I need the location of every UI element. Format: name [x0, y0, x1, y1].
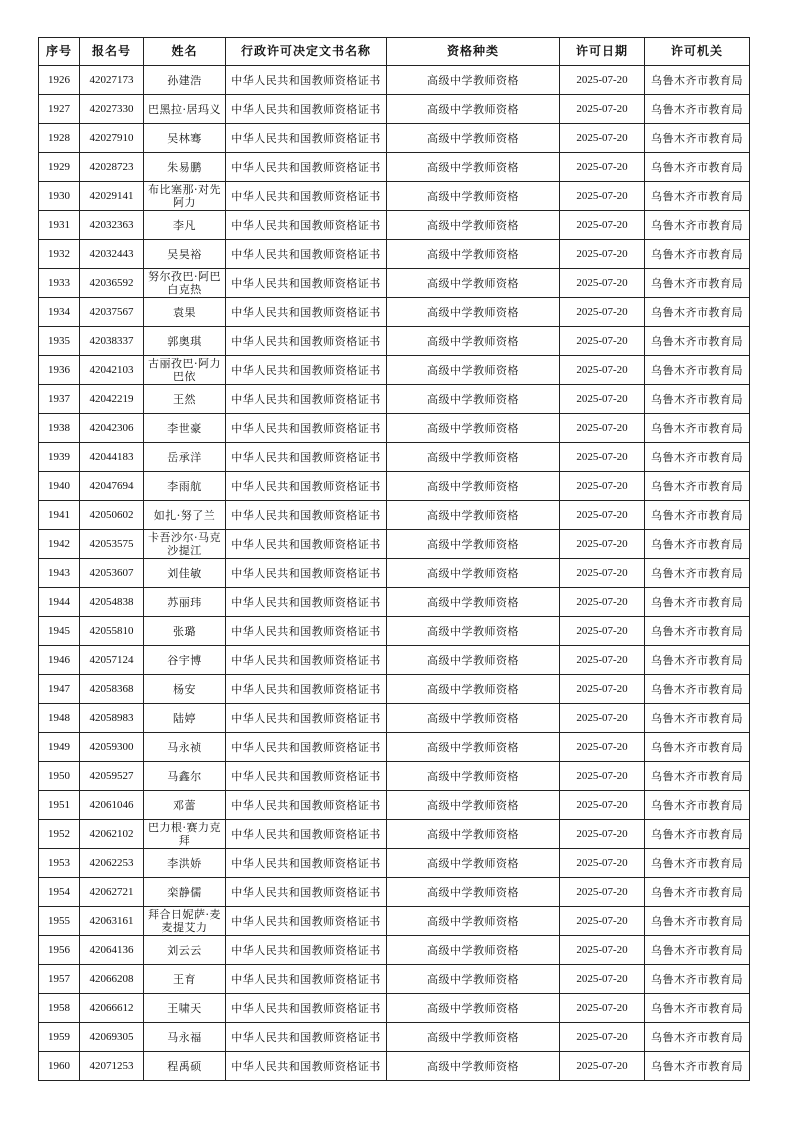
cell-license-date: 2025-07-20 — [560, 385, 645, 414]
cell-licensing-authority: 乌鲁木齐市教育局 — [645, 95, 750, 124]
cell-qualification-type: 高级中学教师资格 — [387, 269, 560, 298]
cell-registration-number: 42059300 — [80, 733, 144, 762]
cell-licensing-authority: 乌鲁木齐市教育局 — [645, 356, 750, 385]
cell-license-date: 2025-07-20 — [560, 617, 645, 646]
table-row — [39, 559, 750, 588]
cell-name: 马鑫尔 — [144, 762, 226, 791]
cell-name: 杨安 — [144, 675, 226, 704]
cell-license-date: 2025-07-20 — [560, 530, 645, 559]
header-serial: 序号 — [39, 38, 80, 66]
cell-name: 吴林骞 — [144, 124, 226, 153]
cell-name: 王育 — [144, 965, 226, 994]
cell-document-name: 中华人民共和国教师资格证书 — [226, 472, 387, 501]
cell-licensing-authority: 乌鲁木齐市教育局 — [645, 211, 750, 240]
cell-name: 马永福 — [144, 1023, 226, 1052]
cell-name: 巴力根·赛力克拜 — [144, 820, 226, 849]
cell-serial: 1936 — [39, 356, 80, 385]
cell-qualification-type: 高级中学教师资格 — [387, 66, 560, 95]
cell-serial: 1957 — [39, 965, 80, 994]
cell-qualification-type: 高级中学教师资格 — [387, 907, 560, 936]
cell-qualification-type: 高级中学教师资格 — [387, 849, 560, 878]
cell-registration-number: 42058368 — [80, 675, 144, 704]
cell-license-date: 2025-07-20 — [560, 356, 645, 385]
cell-registration-number: 42062253 — [80, 849, 144, 878]
cell-name: 李凡 — [144, 211, 226, 240]
cell-registration-number: 42044183 — [80, 443, 144, 472]
header-licensing-authority: 许可机关 — [645, 38, 750, 66]
cell-document-name: 中华人民共和国教师资格证书 — [226, 95, 387, 124]
cell-license-date: 2025-07-20 — [560, 472, 645, 501]
cell-license-date: 2025-07-20 — [560, 501, 645, 530]
cell-licensing-authority: 乌鲁木齐市教育局 — [645, 327, 750, 356]
cell-license-date: 2025-07-20 — [560, 269, 645, 298]
cell-registration-number: 42029141 — [80, 182, 144, 211]
cell-serial: 1942 — [39, 530, 80, 559]
cell-name: 巴黑拉·居玛义 — [144, 95, 226, 124]
cell-registration-number: 42057124 — [80, 646, 144, 675]
cell-license-date: 2025-07-20 — [560, 907, 645, 936]
cell-name: 布比塞那·对先阿力 — [144, 182, 226, 211]
cell-license-date: 2025-07-20 — [560, 762, 645, 791]
cell-document-name: 中华人民共和国教师资格证书 — [226, 501, 387, 530]
cell-name: 陆婷 — [144, 704, 226, 733]
table-row — [39, 124, 750, 153]
cell-qualification-type: 高级中学教师资格 — [387, 472, 560, 501]
cell-licensing-authority: 乌鲁木齐市教育局 — [645, 588, 750, 617]
cell-serial: 1952 — [39, 820, 80, 849]
cell-licensing-authority: 乌鲁木齐市教育局 — [645, 1052, 750, 1081]
cell-licensing-authority: 乌鲁木齐市教育局 — [645, 1023, 750, 1052]
cell-registration-number: 42042219 — [80, 385, 144, 414]
table-row — [39, 501, 750, 530]
cell-registration-number: 42027910 — [80, 124, 144, 153]
table-row — [39, 385, 750, 414]
cell-document-name: 中华人民共和国教师资格证书 — [226, 907, 387, 936]
cell-license-date: 2025-07-20 — [560, 211, 645, 240]
cell-document-name: 中华人民共和国教师资格证书 — [226, 762, 387, 791]
cell-document-name: 中华人民共和国教师资格证书 — [226, 66, 387, 95]
cell-serial: 1929 — [39, 153, 80, 182]
cell-serial: 1950 — [39, 762, 80, 791]
cell-registration-number: 42037567 — [80, 298, 144, 327]
cell-name: 王啸天 — [144, 994, 226, 1023]
cell-registration-number: 42028723 — [80, 153, 144, 182]
table-header — [39, 38, 750, 66]
cell-document-name: 中华人民共和国教师资格证书 — [226, 965, 387, 994]
cell-serial: 1960 — [39, 1052, 80, 1081]
table-row — [39, 95, 750, 124]
cell-licensing-authority: 乌鲁木齐市教育局 — [645, 443, 750, 472]
cell-licensing-authority: 乌鲁木齐市教育局 — [645, 936, 750, 965]
cell-serial: 1930 — [39, 182, 80, 211]
cell-licensing-authority: 乌鲁木齐市教育局 — [645, 153, 750, 182]
cell-document-name: 中华人民共和国教师资格证书 — [226, 1052, 387, 1081]
cell-serial: 1931 — [39, 211, 80, 240]
cell-registration-number: 42032443 — [80, 240, 144, 269]
header-license-date: 许可日期 — [560, 38, 645, 66]
cell-licensing-authority: 乌鲁木齐市教育局 — [645, 994, 750, 1023]
table-row — [39, 240, 750, 269]
cell-name: 栾静儒 — [144, 878, 226, 907]
cell-serial: 1959 — [39, 1023, 80, 1052]
cell-document-name: 中华人民共和国教师资格证书 — [226, 356, 387, 385]
cell-qualification-type: 高级中学教师资格 — [387, 182, 560, 211]
cell-qualification-type: 高级中学教师资格 — [387, 124, 560, 153]
cell-license-date: 2025-07-20 — [560, 182, 645, 211]
table-row — [39, 704, 750, 733]
cell-serial: 1939 — [39, 443, 80, 472]
cell-document-name: 中华人民共和国教师资格证书 — [226, 791, 387, 820]
cell-serial: 1946 — [39, 646, 80, 675]
cell-licensing-authority: 乌鲁木齐市教育局 — [645, 414, 750, 443]
cell-qualification-type: 高级中学教师资格 — [387, 994, 560, 1023]
cell-licensing-authority: 乌鲁木齐市教育局 — [645, 878, 750, 907]
table-row — [39, 153, 750, 182]
table-row — [39, 617, 750, 646]
table-row — [39, 791, 750, 820]
cell-license-date: 2025-07-20 — [560, 878, 645, 907]
cell-name: 李雨航 — [144, 472, 226, 501]
cell-qualification-type: 高级中学教师资格 — [387, 414, 560, 443]
cell-license-date: 2025-07-20 — [560, 1023, 645, 1052]
cell-registration-number: 42059527 — [80, 762, 144, 791]
table-row — [39, 965, 750, 994]
cell-serial: 1954 — [39, 878, 80, 907]
table-row — [39, 1052, 750, 1081]
table-row — [39, 530, 750, 559]
cell-licensing-authority: 乌鲁木齐市教育局 — [645, 849, 750, 878]
cell-qualification-type: 高级中学教师资格 — [387, 298, 560, 327]
cell-registration-number: 42064136 — [80, 936, 144, 965]
cell-license-date: 2025-07-20 — [560, 153, 645, 182]
cell-registration-number: 42062102 — [80, 820, 144, 849]
cell-license-date: 2025-07-20 — [560, 443, 645, 472]
cell-document-name: 中华人民共和国教师资格证书 — [226, 124, 387, 153]
cell-license-date: 2025-07-20 — [560, 936, 645, 965]
cell-document-name: 中华人民共和国教师资格证书 — [226, 1023, 387, 1052]
table-row — [39, 849, 750, 878]
cell-qualification-type: 高级中学教师资格 — [387, 762, 560, 791]
cell-qualification-type: 高级中学教师资格 — [387, 878, 560, 907]
cell-name: 吴昊裕 — [144, 240, 226, 269]
cell-qualification-type: 高级中学教师资格 — [387, 501, 560, 530]
cell-document-name: 中华人民共和国教师资格证书 — [226, 182, 387, 211]
header-registration-number: 报名号 — [80, 38, 144, 66]
cell-serial: 1947 — [39, 675, 80, 704]
cell-document-name: 中华人民共和国教师资格证书 — [226, 878, 387, 907]
cell-licensing-authority: 乌鲁木齐市教育局 — [645, 385, 750, 414]
cell-name: 程禹硕 — [144, 1052, 226, 1081]
table-row — [39, 472, 750, 501]
cell-licensing-authority: 乌鲁木齐市教育局 — [645, 791, 750, 820]
table-row — [39, 820, 750, 849]
cell-license-date: 2025-07-20 — [560, 994, 645, 1023]
cell-document-name: 中华人民共和国教师资格证书 — [226, 530, 387, 559]
cell-registration-number: 42055810 — [80, 617, 144, 646]
cell-document-name: 中华人民共和国教师资格证书 — [226, 704, 387, 733]
cell-registration-number: 42036592 — [80, 269, 144, 298]
cell-licensing-authority: 乌鲁木齐市教育局 — [645, 675, 750, 704]
header-qualification-type: 资格种类 — [387, 38, 560, 66]
cell-qualification-type: 高级中学教师资格 — [387, 704, 560, 733]
cell-document-name: 中华人民共和国教师资格证书 — [226, 211, 387, 240]
cell-licensing-authority: 乌鲁木齐市教育局 — [645, 733, 750, 762]
cell-registration-number: 42071253 — [80, 1052, 144, 1081]
cell-name: 如扎·努了兰 — [144, 501, 226, 530]
cell-license-date: 2025-07-20 — [560, 414, 645, 443]
table-row — [39, 588, 750, 617]
cell-registration-number: 42032363 — [80, 211, 144, 240]
cell-name: 郭奥琪 — [144, 327, 226, 356]
cell-qualification-type: 高级中学教师资格 — [387, 153, 560, 182]
cell-qualification-type: 高级中学教师资格 — [387, 530, 560, 559]
table-row — [39, 66, 750, 95]
cell-name: 王然 — [144, 385, 226, 414]
header-row — [39, 38, 750, 66]
cell-registration-number: 42061046 — [80, 791, 144, 820]
cell-serial: 1955 — [39, 907, 80, 936]
table-row — [39, 646, 750, 675]
cell-licensing-authority: 乌鲁木齐市教育局 — [645, 820, 750, 849]
cell-document-name: 中华人民共和国教师资格证书 — [226, 298, 387, 327]
cell-licensing-authority: 乌鲁木齐市教育局 — [645, 269, 750, 298]
cell-license-date: 2025-07-20 — [560, 559, 645, 588]
header-name: 姓名 — [144, 38, 226, 66]
table-row — [39, 298, 750, 327]
cell-licensing-authority: 乌鲁木齐市教育局 — [645, 907, 750, 936]
cell-name: 卡吾沙尔·马克沙提江 — [144, 530, 226, 559]
cell-license-date: 2025-07-20 — [560, 1052, 645, 1081]
cell-qualification-type: 高级中学教师资格 — [387, 965, 560, 994]
cell-name: 努尔孜巴·阿巴白克热 — [144, 269, 226, 298]
table-row — [39, 762, 750, 791]
cell-name: 马永祯 — [144, 733, 226, 762]
cell-qualification-type: 高级中学教师资格 — [387, 675, 560, 704]
cell-name: 朱易鹏 — [144, 153, 226, 182]
cell-qualification-type: 高级中学教师资格 — [387, 327, 560, 356]
cell-qualification-type: 高级中学教师资格 — [387, 95, 560, 124]
cell-qualification-type: 高级中学教师资格 — [387, 1052, 560, 1081]
cell-document-name: 中华人民共和国教师资格证书 — [226, 994, 387, 1023]
cell-registration-number: 42042306 — [80, 414, 144, 443]
cell-document-name: 中华人民共和国教师资格证书 — [226, 675, 387, 704]
cell-serial: 1953 — [39, 849, 80, 878]
cell-document-name: 中华人民共和国教师资格证书 — [226, 820, 387, 849]
cell-document-name: 中华人民共和国教师资格证书 — [226, 443, 387, 472]
cell-document-name: 中华人民共和国教师资格证书 — [226, 327, 387, 356]
cell-licensing-authority: 乌鲁木齐市教育局 — [645, 501, 750, 530]
cell-name: 袁果 — [144, 298, 226, 327]
cell-licensing-authority: 乌鲁木齐市教育局 — [645, 530, 750, 559]
table-row — [39, 414, 750, 443]
cell-document-name: 中华人民共和国教师资格证书 — [226, 646, 387, 675]
cell-license-date: 2025-07-20 — [560, 820, 645, 849]
cell-licensing-authority: 乌鲁木齐市教育局 — [645, 182, 750, 211]
cell-serial: 1941 — [39, 501, 80, 530]
cell-registration-number: 42053607 — [80, 559, 144, 588]
cell-registration-number: 42042103 — [80, 356, 144, 385]
cell-licensing-authority: 乌鲁木齐市教育局 — [645, 240, 750, 269]
cell-licensing-authority: 乌鲁木齐市教育局 — [645, 559, 750, 588]
cell-name: 邓蕾 — [144, 791, 226, 820]
cell-license-date: 2025-07-20 — [560, 588, 645, 617]
cell-registration-number: 42038337 — [80, 327, 144, 356]
cell-license-date: 2025-07-20 — [560, 298, 645, 327]
cell-qualification-type: 高级中学教师资格 — [387, 617, 560, 646]
header-document-name: 行政许可决定文书名称 — [226, 38, 387, 66]
table-row — [39, 878, 750, 907]
cell-license-date: 2025-07-20 — [560, 124, 645, 153]
cell-qualification-type: 高级中学教师资格 — [387, 791, 560, 820]
cell-qualification-type: 高级中学教师资格 — [387, 240, 560, 269]
cell-serial: 1945 — [39, 617, 80, 646]
cell-name: 张璐 — [144, 617, 226, 646]
cell-document-name: 中华人民共和国教师资格证书 — [226, 617, 387, 646]
cell-registration-number: 42050602 — [80, 501, 144, 530]
table-row — [39, 327, 750, 356]
table-row — [39, 907, 750, 936]
table-row — [39, 211, 750, 240]
cell-name: 古丽孜巴·阿力巴依 — [144, 356, 226, 385]
table-row — [39, 182, 750, 211]
cell-name: 苏丽玮 — [144, 588, 226, 617]
cell-document-name: 中华人民共和国教师资格证书 — [226, 588, 387, 617]
cell-document-name: 中华人民共和国教师资格证书 — [226, 849, 387, 878]
cell-qualification-type: 高级中学教师资格 — [387, 211, 560, 240]
cell-license-date: 2025-07-20 — [560, 95, 645, 124]
cell-registration-number: 42058983 — [80, 704, 144, 733]
cell-serial: 1938 — [39, 414, 80, 443]
cell-name: 李世豪 — [144, 414, 226, 443]
cell-license-date: 2025-07-20 — [560, 733, 645, 762]
cell-registration-number: 42027173 — [80, 66, 144, 95]
cell-serial: 1935 — [39, 327, 80, 356]
cell-qualification-type: 高级中学教师资格 — [387, 443, 560, 472]
table-row — [39, 936, 750, 965]
cell-registration-number: 42054838 — [80, 588, 144, 617]
cell-license-date: 2025-07-20 — [560, 327, 645, 356]
cell-document-name: 中华人民共和国教师资格证书 — [226, 733, 387, 762]
cell-license-date: 2025-07-20 — [560, 675, 645, 704]
cell-serial: 1928 — [39, 124, 80, 153]
cell-name: 谷宇博 — [144, 646, 226, 675]
table-row — [39, 994, 750, 1023]
cell-qualification-type: 高级中学教师资格 — [387, 385, 560, 414]
table-row — [39, 675, 750, 704]
cell-licensing-authority: 乌鲁木齐市教育局 — [645, 617, 750, 646]
cell-licensing-authority: 乌鲁木齐市教育局 — [645, 762, 750, 791]
cell-document-name: 中华人民共和国教师资格证书 — [226, 153, 387, 182]
cell-serial: 1948 — [39, 704, 80, 733]
cell-registration-number: 42027330 — [80, 95, 144, 124]
cell-serial: 1958 — [39, 994, 80, 1023]
cell-name: 李洪娇 — [144, 849, 226, 878]
cell-licensing-authority: 乌鲁木齐市教育局 — [645, 704, 750, 733]
cell-license-date: 2025-07-20 — [560, 646, 645, 675]
cell-licensing-authority: 乌鲁木齐市教育局 — [645, 646, 750, 675]
cell-serial: 1940 — [39, 472, 80, 501]
cell-serial: 1932 — [39, 240, 80, 269]
cell-qualification-type: 高级中学教师资格 — [387, 820, 560, 849]
cell-license-date: 2025-07-20 — [560, 66, 645, 95]
cell-serial: 1934 — [39, 298, 80, 327]
cell-qualification-type: 高级中学教师资格 — [387, 559, 560, 588]
cell-license-date: 2025-07-20 — [560, 791, 645, 820]
cell-registration-number: 42066208 — [80, 965, 144, 994]
cell-registration-number: 42047694 — [80, 472, 144, 501]
cell-serial: 1926 — [39, 66, 80, 95]
cell-name: 刘云云 — [144, 936, 226, 965]
table-row — [39, 356, 750, 385]
cell-registration-number: 42066612 — [80, 994, 144, 1023]
cell-licensing-authority: 乌鲁木齐市教育局 — [645, 472, 750, 501]
license-table — [38, 37, 750, 1081]
cell-serial: 1949 — [39, 733, 80, 762]
cell-document-name: 中华人民共和国教师资格证书 — [226, 414, 387, 443]
cell-document-name: 中华人民共和国教师资格证书 — [226, 936, 387, 965]
table-body — [39, 66, 750, 1081]
cell-qualification-type: 高级中学教师资格 — [387, 646, 560, 675]
cell-registration-number: 42063161 — [80, 907, 144, 936]
cell-document-name: 中华人民共和国教师资格证书 — [226, 240, 387, 269]
cell-serial: 1951 — [39, 791, 80, 820]
cell-qualification-type: 高级中学教师资格 — [387, 588, 560, 617]
cell-licensing-authority: 乌鲁木齐市教育局 — [645, 66, 750, 95]
cell-registration-number: 42053575 — [80, 530, 144, 559]
cell-registration-number: 42062721 — [80, 878, 144, 907]
table-row — [39, 1023, 750, 1052]
cell-qualification-type: 高级中学教师资格 — [387, 1023, 560, 1052]
cell-serial: 1943 — [39, 559, 80, 588]
cell-qualification-type: 高级中学教师资格 — [387, 936, 560, 965]
cell-document-name: 中华人民共和国教师资格证书 — [226, 269, 387, 298]
cell-registration-number: 42069305 — [80, 1023, 144, 1052]
cell-serial: 1944 — [39, 588, 80, 617]
cell-name: 拜合日妮萨·麦麦提艾力 — [144, 907, 226, 936]
cell-name: 岳承洋 — [144, 443, 226, 472]
table-row — [39, 443, 750, 472]
cell-document-name: 中华人民共和国教师资格证书 — [226, 385, 387, 414]
cell-licensing-authority: 乌鲁木齐市教育局 — [645, 298, 750, 327]
cell-licensing-authority: 乌鲁木齐市教育局 — [645, 124, 750, 153]
cell-license-date: 2025-07-20 — [560, 704, 645, 733]
cell-serial: 1933 — [39, 269, 80, 298]
cell-licensing-authority: 乌鲁木齐市教育局 — [645, 965, 750, 994]
cell-serial: 1956 — [39, 936, 80, 965]
cell-document-name: 中华人民共和国教师资格证书 — [226, 559, 387, 588]
cell-name: 刘佳敏 — [144, 559, 226, 588]
cell-serial: 1927 — [39, 95, 80, 124]
cell-serial: 1937 — [39, 385, 80, 414]
cell-license-date: 2025-07-20 — [560, 965, 645, 994]
cell-name: 孙建浩 — [144, 66, 226, 95]
cell-qualification-type: 高级中学教师资格 — [387, 356, 560, 385]
cell-qualification-type: 高级中学教师资格 — [387, 733, 560, 762]
cell-license-date: 2025-07-20 — [560, 849, 645, 878]
table-row — [39, 733, 750, 762]
document-page — [38, 37, 750, 1081]
cell-license-date: 2025-07-20 — [560, 240, 645, 269]
table-row — [39, 269, 750, 298]
